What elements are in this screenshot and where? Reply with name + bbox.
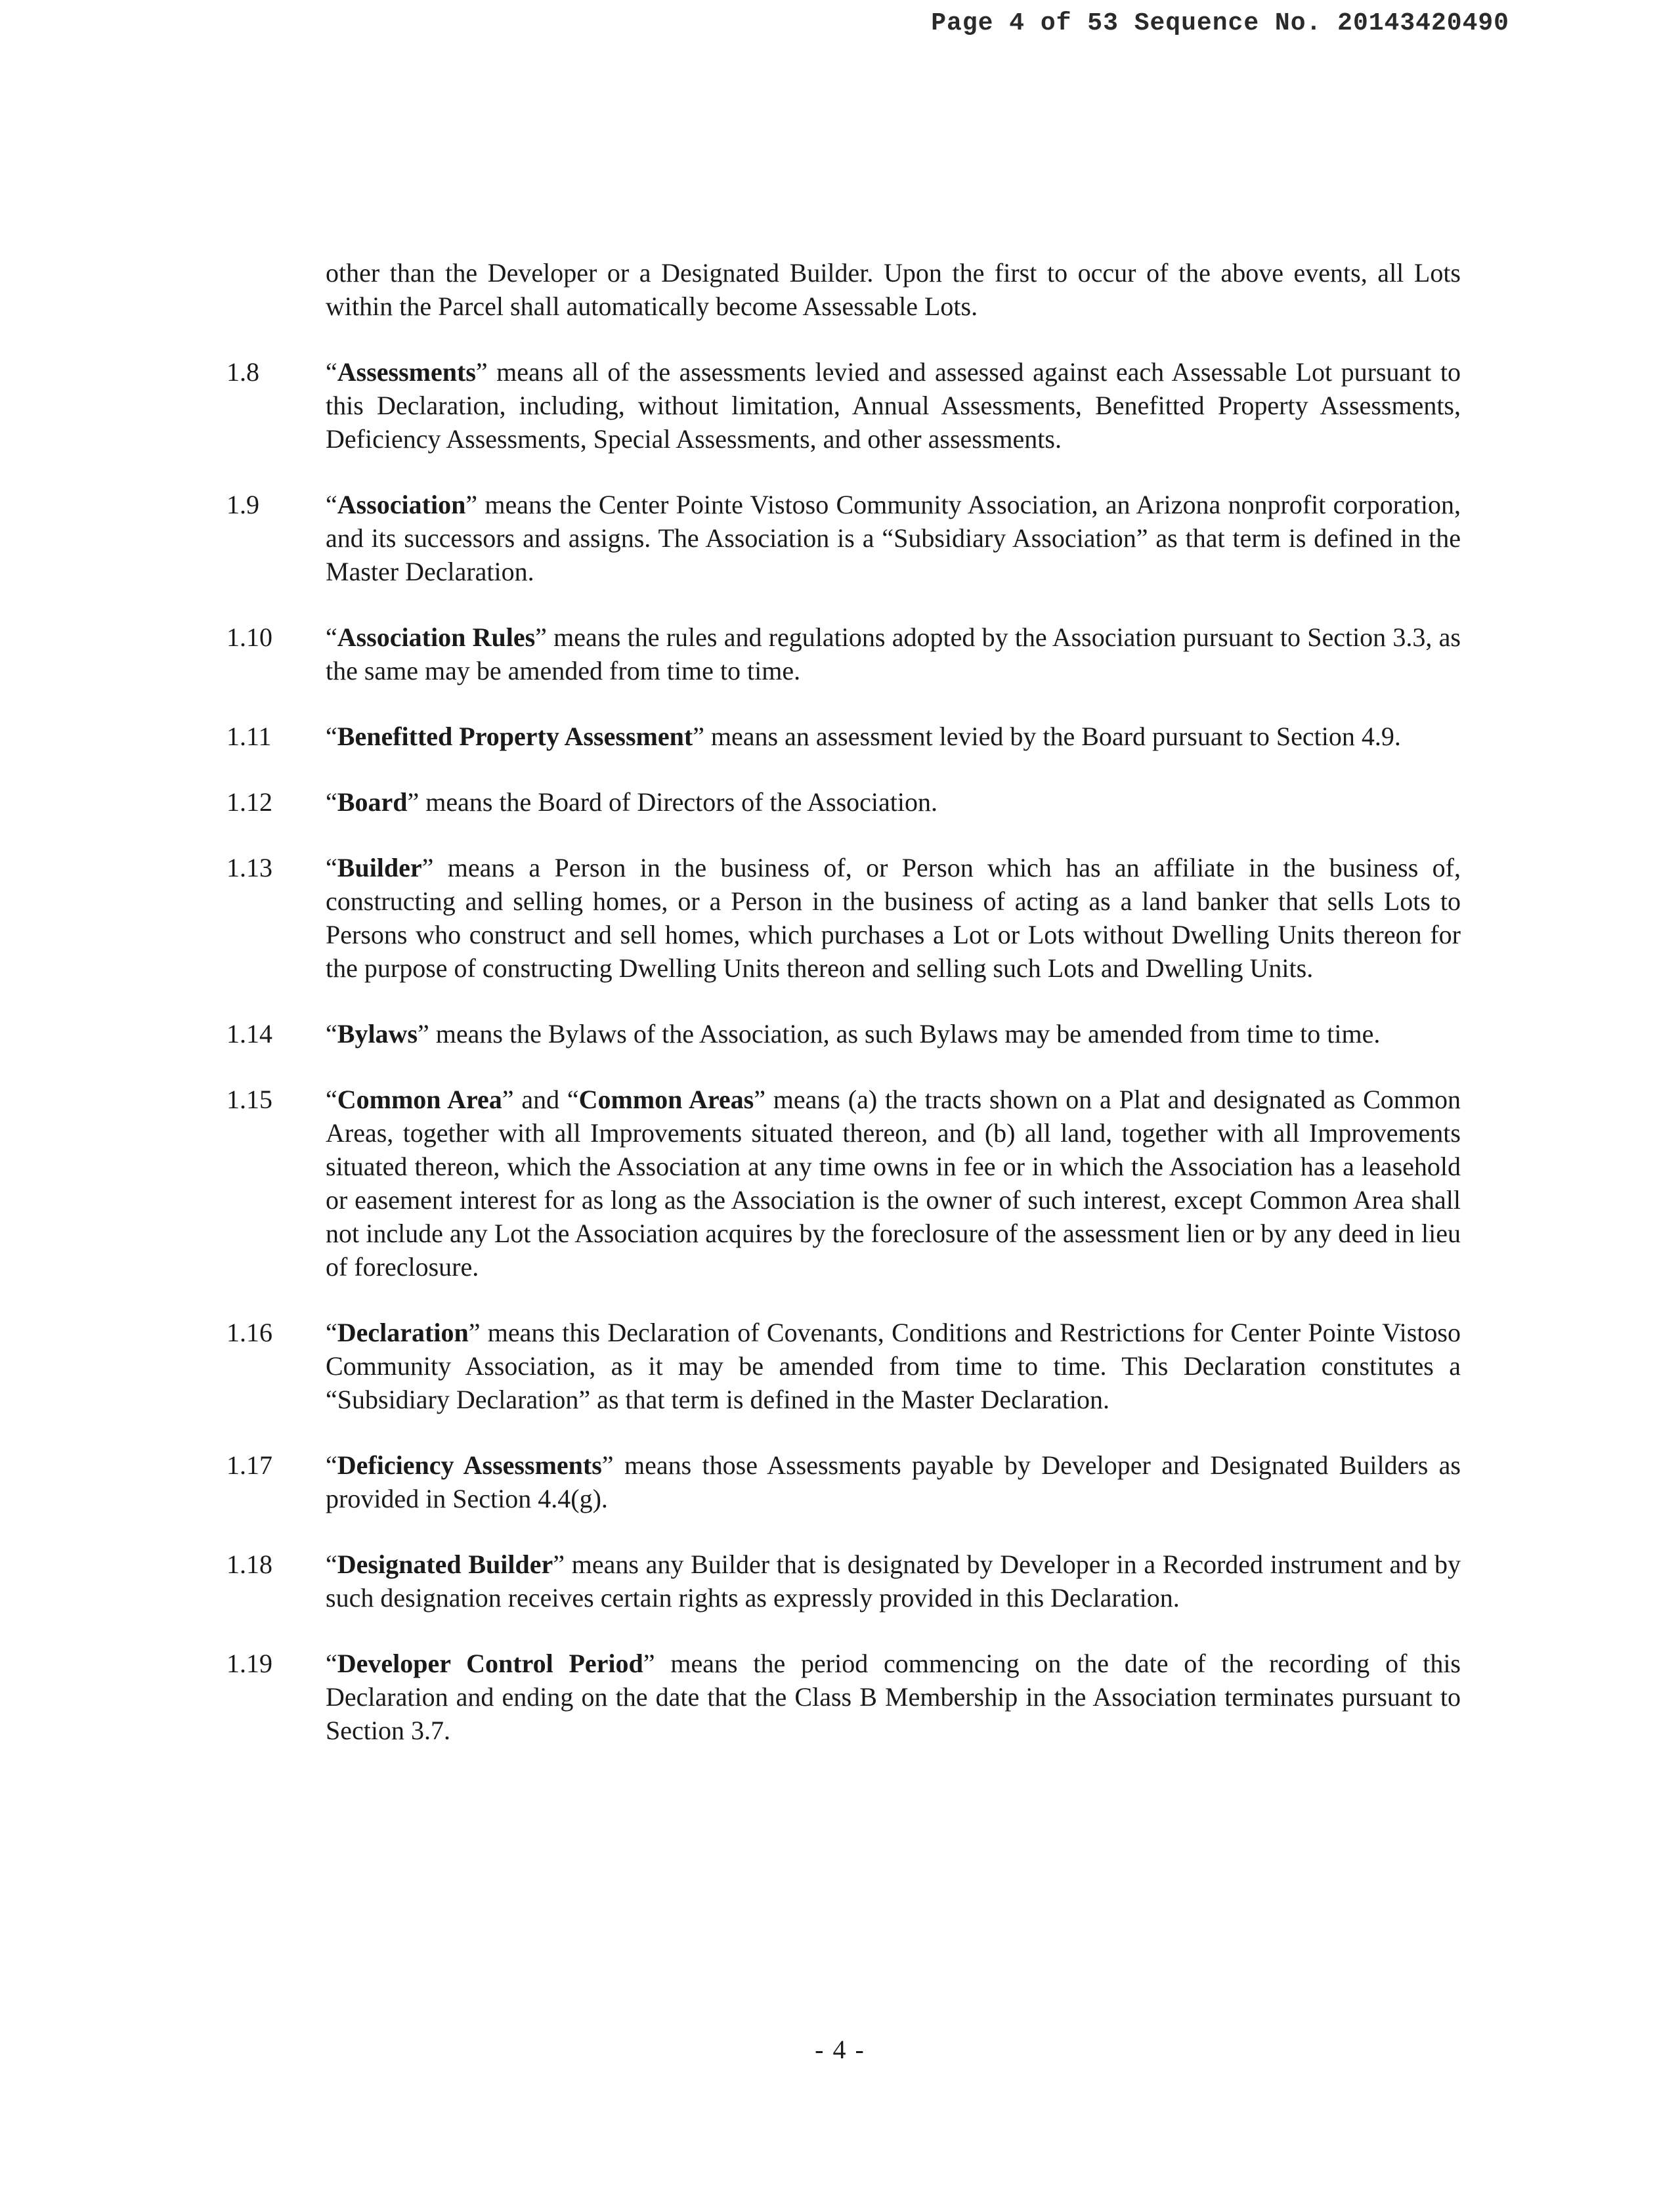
defined-term: Bylaws	[337, 1019, 418, 1049]
clause-1-11	[226, 720, 1461, 753]
definition-text: means the Board of Directors of the Association.	[419, 787, 938, 817]
definition-text: means a Person in the business of, or Person which has an affiliate in the business of, constructing and selling homes, or a Person in the business of acting as a land banker that sells Lots to Persons who construct and sell homes, which purchases a Lot or Lots without Dwelling Units thereon for the purpose of constructing Dwelling Units thereon and selling such Lots and Dwelling Units.	[326, 853, 1461, 983]
defined-term-secondary: Common Areas	[578, 1085, 754, 1114]
clause-number: 1.12	[226, 787, 272, 817]
defined-term: Builder	[337, 853, 422, 882]
close-quote: ”	[407, 787, 420, 817]
close-quote: ”	[693, 722, 704, 751]
clause-text	[326, 785, 1461, 819]
clause-text	[326, 620, 1461, 687]
clause-text	[326, 851, 1461, 985]
definition-text: means any Builder that is designated by Developer in a Recorded instrument and by such designation receives certain rights as expressly provided in this Declaration.	[326, 1549, 1461, 1613]
clause-1-10	[226, 620, 1461, 687]
defined-term: Deficiency Assessments	[337, 1450, 602, 1480]
conjunction-text: and “	[513, 1085, 579, 1114]
clause-text	[326, 1448, 1461, 1515]
clause-1-15	[226, 1083, 1461, 1284]
clause-number: 1.19	[226, 1649, 272, 1678]
clause-1-17	[226, 1448, 1461, 1515]
defined-term: Designated Builder	[337, 1549, 553, 1579]
close-quote: ”	[601, 1450, 614, 1480]
page-number: - 4 -	[815, 2035, 865, 2064]
clause-number: 1.17	[226, 1450, 272, 1480]
close-quote: ”	[502, 1085, 514, 1114]
defined-term: Board	[337, 787, 408, 817]
clause-1-9	[226, 488, 1461, 588]
continued-paragraph: other than the Developer or a Designated Builder. Upon the first to occur of the above events, all Lots within the Parcel shall automatically become Assessable Lots.	[326, 258, 1461, 321]
clause-1-8	[226, 355, 1461, 456]
open-quote: “	[326, 1450, 337, 1480]
clause-1-19	[226, 1647, 1461, 1747]
clause-text	[326, 1083, 1461, 1284]
open-quote: “	[326, 357, 337, 387]
clause-number: 1.18	[226, 1549, 272, 1579]
definition-text: means the Bylaws of the Association, as such Bylaws may be amended from time to time.	[429, 1019, 1381, 1049]
clause-text	[326, 1548, 1461, 1614]
definition-text: means (a) the tracts shown on a Plat and designated as Common Areas, together with all Improvements situated thereon, and (b) all land, together with all Improvements situated thereon, which the Association at any time owns in fee or in which the Association has a leasehold or easement interest for as long as the Association is the owner of such interest, except Common Area shall not include any Lot the Association acquires by the foreclosure of the assessment lien or by any deed in lieu of foreclosure.	[326, 1085, 1461, 1282]
open-quote: “	[326, 1318, 337, 1347]
clause-number: 1.15	[226, 1085, 272, 1114]
defined-term: Association Rules	[337, 622, 536, 652]
open-quote: “	[326, 622, 337, 652]
document-body	[226, 256, 1461, 1747]
open-quote: “	[326, 853, 337, 882]
open-quote: “	[326, 1019, 337, 1049]
defined-term: Common Area	[337, 1085, 502, 1114]
close-quote: ”	[553, 1549, 565, 1579]
clause-number: 1.9	[226, 490, 259, 519]
defined-term: Developer Control Period	[337, 1649, 643, 1678]
clause-text	[326, 355, 1461, 456]
clause-1-18	[226, 1548, 1461, 1614]
defined-term: Association	[337, 490, 466, 519]
clause-text	[326, 1647, 1461, 1747]
close-quote: ”	[643, 1649, 655, 1678]
open-quote: “	[326, 1085, 337, 1114]
clause-1-16	[226, 1316, 1461, 1416]
clause-number: 1.16	[226, 1318, 272, 1347]
open-quote: “	[326, 1549, 337, 1579]
close-quote: ”	[754, 1085, 766, 1114]
close-quote: ”	[465, 490, 478, 519]
clause-number: 1.8	[226, 357, 259, 387]
open-quote: “	[326, 1649, 337, 1678]
close-quote: ”	[418, 1019, 429, 1049]
clause-number: 1.11	[226, 722, 272, 751]
close-quote: ”	[468, 1318, 481, 1347]
definition-text: means the Center Pointe Vistoso Community Association, an Arizona nonprofit corporation, and its successors and assigns. The Association is a “Subsidiary Association” as that term is defined in the Master Declaration.	[326, 490, 1461, 586]
definition-text: means the rules and regulations adopted by the Association pursuant to Section 3.3, as the same may be amended from time to time.	[326, 622, 1461, 685]
clause-text	[326, 1017, 1461, 1051]
defined-term: Benefitted Property Assessment	[337, 722, 693, 751]
clause-number: 1.10	[226, 622, 272, 652]
clause-number: 1.14	[226, 1019, 272, 1049]
definition-text: means this Declaration of Covenants, Conditions and Restrictions for Center Pointe Vistoso Community Association, as it may be amended from time to time. This Declaration constitutes a “Subsidiary Declaration” as that term is defined in the Master Declaration.	[326, 1318, 1461, 1414]
definition-text: means the period commencing on the date of the recording of this Declaration and ending on the date that the Class B Membership in the Association terminates pursuant to Section 3.7.	[326, 1649, 1461, 1745]
clause-1-12	[226, 785, 1461, 819]
clause-1-14	[226, 1017, 1461, 1051]
definition-text: means those Assessments payable by Developer and Designated Builders as provided in Section 4.4(g).	[326, 1450, 1461, 1513]
defined-term: Assessments	[337, 357, 476, 387]
close-quote: ”	[475, 357, 488, 387]
page-sequence-stamp: Page 4 of 53 Sequence No. 20143420490	[931, 9, 1509, 37]
clause-1-13	[226, 851, 1461, 985]
definition-text: means an assessment levied by the Board pursuant to Section 4.9.	[704, 722, 1401, 751]
open-quote: “	[326, 722, 337, 751]
close-quote: ”	[535, 622, 547, 652]
clause-text	[326, 1316, 1461, 1416]
close-quote: ”	[421, 853, 434, 882]
definition-text: means all of the assessments levied and assessed against each Assessable Lot pursuant to this Declaration, including, without limitation, Annual Assessments, Benefitted Property Assessments, Deficiency Assessments, Special Assessments, and other assessments.	[326, 357, 1461, 454]
open-quote: “	[326, 490, 337, 519]
clause-number: 1.13	[226, 853, 272, 882]
open-quote: “	[326, 787, 337, 817]
defined-term: Declaration	[337, 1318, 469, 1347]
clause-text	[326, 720, 1461, 753]
clause-text	[326, 488, 1461, 588]
